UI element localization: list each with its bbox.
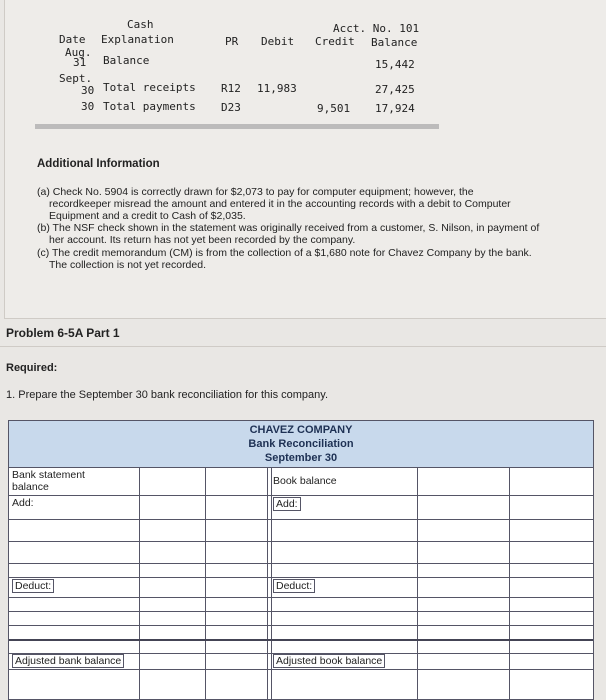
ledger-row-pr: R12 <box>221 82 241 95</box>
column-divider <box>417 467 418 699</box>
book-add-label: Add: <box>273 497 301 511</box>
bank-reconciliation-table <box>8 420 594 700</box>
bank-add-label: Add: <box>12 497 34 509</box>
reconciliation-header <box>9 421 593 468</box>
book-deduct-label: Deduct: <box>273 579 315 593</box>
company-name: CHAVEZ COMPANY <box>249 424 353 436</box>
adjusted-book-balance-label: Adjusted book balance <box>273 654 385 668</box>
column-divider <box>205 467 206 699</box>
required-label: Required: <box>6 362 58 374</box>
ledger-header-date: Date <box>59 33 86 46</box>
ledger-row-month: Sept. <box>59 72 93 85</box>
ledger-row-explanation: Total payments <box>103 100 196 113</box>
bank-statement-balance-label <box>12 469 85 493</box>
column-divider <box>267 467 268 699</box>
ledger-row-month: Aug. <box>65 46 92 59</box>
row-divider <box>9 495 593 496</box>
note-first-line: (b) The NSF check shown in the statement was originally received from a customer, S. Nilson, in payment of <box>37 222 540 234</box>
note-continuation: The collection is not yet recorded. <box>49 259 206 271</box>
info-note-c <box>37 247 606 271</box>
ledger-header-balance: Balance <box>371 36 418 49</box>
ledger-header-pr: PR <box>225 35 239 48</box>
note-first-line: (c) The credit memorandum (CM) is from the collection of a $1,680 note for Chavez Company by the bank. <box>37 247 532 259</box>
row-divider <box>9 577 593 578</box>
ledger-row-day: 30 <box>81 100 95 113</box>
cash-ledger <box>35 0 439 129</box>
note-continuation: recordkeeper misread the amount and entered it in the accounting records with a debit to Computer <box>49 198 511 210</box>
row-divider <box>9 541 593 542</box>
ledger-account-name: Cash <box>127 18 154 31</box>
label-line: Bank statement <box>12 469 85 481</box>
column-divider <box>509 467 510 699</box>
column-divider <box>271 467 272 699</box>
ledger-row-balance: 17,924 <box>375 102 415 115</box>
info-note-a <box>37 186 606 222</box>
ledger-account-number: Acct. No. 101 <box>333 22 420 35</box>
note-continuation: her account. Its return has not yet been recorded by the company. <box>49 234 356 246</box>
row-divider <box>9 639 593 641</box>
row-divider <box>9 563 593 564</box>
ledger-row-explanation: Total receipts <box>103 81 196 94</box>
statement-title: Bank Reconciliation <box>248 438 354 450</box>
ledger-header-credit: Credit <box>315 35 355 48</box>
label-line: balance <box>12 481 49 493</box>
bank-deduct-label: Deduct: <box>12 579 54 593</box>
row-divider <box>9 625 593 626</box>
column-divider <box>139 467 140 699</box>
statement-date: September 30 <box>264 452 338 464</box>
adjusted-bank-balance-label: Adjusted bank balance <box>12 654 124 668</box>
problem-title: Problem 6-5A Part 1 <box>6 326 120 340</box>
row-divider <box>9 669 593 670</box>
row-divider <box>9 597 593 598</box>
ledger-row-day: 31 <box>73 56 87 69</box>
ledger-row-debit: 11,983 <box>257 82 297 95</box>
ledger-row-credit: 9,501 <box>317 102 351 115</box>
section-divider <box>0 346 606 347</box>
additional-info-title: Additional Information <box>37 158 160 170</box>
ledger-header-explanation: Explanation <box>101 33 174 46</box>
row-divider <box>9 519 593 520</box>
ledger-row-balance: 27,425 <box>375 83 415 96</box>
ledger-row-pr: D23 <box>221 101 241 114</box>
ledger-header-debit: Debit <box>261 35 295 48</box>
book-balance-label: Book balance <box>273 475 337 487</box>
ledger-row-day: 30 <box>81 84 95 97</box>
task-instruction: 1. Prepare the September 30 bank reconciliation for this company. <box>6 389 329 401</box>
ledger-row-balance: 15,442 <box>375 58 415 71</box>
previous-section-panel <box>4 0 606 319</box>
ledger-row-explanation: Balance <box>103 54 150 67</box>
note-continuation: Equipment and a credit to Cash of $2,035. <box>49 210 246 222</box>
note-first-line: (a) Check No. 5904 is correctly drawn for $2,073 to pay for computer equipment; however, the <box>37 186 474 198</box>
row-divider <box>9 611 593 612</box>
info-note-b <box>37 222 606 246</box>
